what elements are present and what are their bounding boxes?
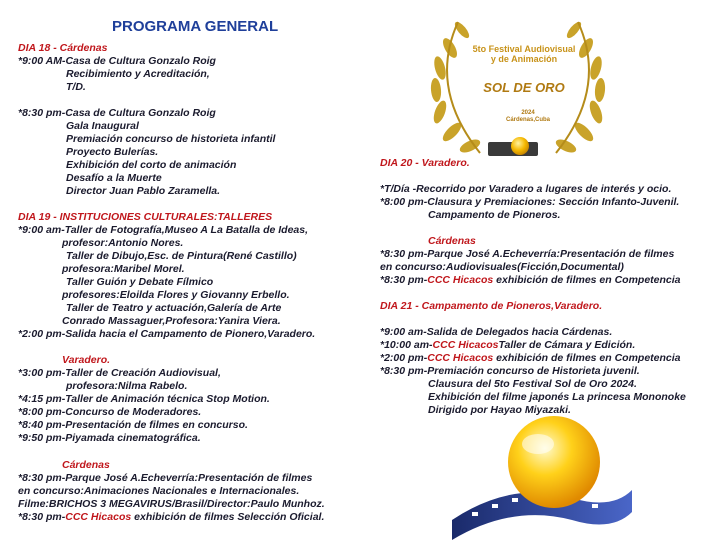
venue-highlight: CCC Hicacos xyxy=(65,511,132,523)
venue-highlight: CCC Hicacos xyxy=(427,274,494,286)
left-schedule-line: Recibimiento y Acreditación, xyxy=(66,68,210,80)
sun-filmstrip-graphic xyxy=(452,400,632,540)
left-schedule-line: Premiación concurso de historieta infantil xyxy=(66,133,276,145)
right-schedule-line: *8:30 pm-CCC Hicacos exhibición de filmes en Competencia xyxy=(380,274,681,286)
left-schedule-line: profesora:Maribel Morel. xyxy=(62,263,185,275)
right-day-heading: Cárdenas xyxy=(428,235,476,247)
left-day-heading: DIA 18 - Cárdenas xyxy=(18,42,108,54)
right-schedule-line: Exhibición del filme japonés La princesa Mononoke xyxy=(428,391,686,403)
right-schedule-line: Dirigido por Hayao Miyazaki. xyxy=(428,404,571,416)
right-schedule-line: *8:30 pm-Parque José A.Echeverría:Presentación de filmes xyxy=(380,248,675,260)
logo-festival-line1: 5to Festival Audiovisual y de Animación xyxy=(472,44,576,64)
left-schedule-line: *8:30 pm-CCC Hicacos exhibición de filmes Selección Oficial. xyxy=(18,511,325,523)
left-schedule-line: *9:00 AM-Casa de Cultura Gonzalo Roig xyxy=(18,55,216,67)
venue-highlight: CCC Hicacos xyxy=(427,352,494,364)
left-schedule-line: Desafío a la Muerte xyxy=(66,172,162,184)
venue-highlight: CCC Hicacos xyxy=(432,339,499,351)
left-schedule-line: Taller de Teatro y actuación,Galería de Arte xyxy=(66,302,282,314)
logo-year-place: 2024 Cárdenas,Cuba xyxy=(505,110,550,123)
left-schedule-line: profesora:Nilma Rabelo. xyxy=(66,380,188,392)
right-schedule-line: *10:00 am-CCC HicacosTaller de Cámara y Edición. xyxy=(380,339,636,351)
right-day-heading: DIA 20 - Varadero. xyxy=(380,157,470,169)
left-schedule-line: Taller Guión y Debate Fílmico xyxy=(66,276,214,288)
right-schedule-line: *2:00 pm-CCC Hicacos exhibición de filmes en Competencia xyxy=(380,352,681,364)
left-schedule-line: *8:40 pm-Presentación de filmes en concurso. xyxy=(18,419,248,431)
left-schedule-line: Exhibición del corto de animación xyxy=(66,159,237,171)
right-schedule-line: Campamento de Pioneros. xyxy=(428,209,561,221)
right-day-heading: DIA 21 - Campamento de Pioneros,Varadero. xyxy=(380,300,603,312)
right-schedule-line: *8:30 pm-Premiación concurso de Historieta juvenil. xyxy=(380,365,640,377)
left-schedule-line: *8:30 pm-Parque José A.Echeverría:Presentación de filmes xyxy=(18,472,313,484)
left-schedule-line: profesores:Eloilda Flores y Giovanny Erbello. xyxy=(62,289,290,301)
left-schedule-line: Director Juan Pablo Zaramella. xyxy=(66,185,221,197)
left-schedule-line: *4:15 pm-Taller de Animación técnica Stop Motion. xyxy=(18,393,270,405)
right-schedule-line: *8:00 pm-Clausura y Premiaciones: Sección Infanto-Juvenil. xyxy=(380,196,680,208)
left-schedule-line: Conrado Massaguer,Profesora:Yanira Viera. xyxy=(62,315,281,327)
left-schedule-line: *8:00 pm-Concurso de Moderadores. xyxy=(18,406,202,418)
left-schedule-line: Taller de Dibujo,Esc. de Pintura(René Castillo) xyxy=(66,250,297,262)
right-schedule-line: en concurso:Audiovisuales(Ficción,Documental) xyxy=(380,261,624,273)
right-schedule-line: Clausura del 5to Festival Sol de Oro 2024. xyxy=(428,378,637,390)
left-schedule-line: T/D. xyxy=(66,81,86,93)
left-schedule-line: *9:50 pm-Piyamada cinematográfica. xyxy=(18,432,201,444)
left-schedule-line: Proyecto Bulerías. xyxy=(66,146,159,158)
left-day-heading: DIA 19 - INSTITUCIONES CULTURALES:TALLERES xyxy=(18,211,273,223)
page-title: PROGRAMA GENERAL xyxy=(112,18,279,35)
left-schedule-line: Filme:BRICHOS 3 MEGAVIRUS/Brasil/Director:Paulo Munhoz. xyxy=(18,498,325,510)
left-schedule-line: *2:00 pm-Salida hacia el Campamento de Pionero,Varadero. xyxy=(18,328,316,340)
left-schedule-line: en concurso:Animaciones Nacionales e Internacionales. xyxy=(18,485,300,497)
left-schedule-line: profesor:Antonio Nores. xyxy=(62,237,184,249)
right-schedule-line: *9:00 am-Salida de Delegados hacia Cárdenas. xyxy=(380,326,613,338)
left-schedule-line: *3:00 pm-Taller de Creación Audiovisual, xyxy=(18,367,221,379)
logo-name: SOL DE ORO xyxy=(483,80,565,95)
right-schedule-line: *T/Día -Recorrido por Varadero a lugares de interés y ocio. xyxy=(380,183,672,195)
left-day-heading: Cárdenas xyxy=(62,459,110,471)
left-schedule-line: *9:00 am-Taller de Fotografía,Museo A La Batalla de Ideas, xyxy=(18,224,309,236)
left-schedule-line: *8:30 pm-Casa de Cultura Gonzalo Roig xyxy=(18,107,216,119)
left-schedule-line: Gala Inaugural xyxy=(66,120,139,132)
left-day-heading: Varadero. xyxy=(62,354,111,366)
